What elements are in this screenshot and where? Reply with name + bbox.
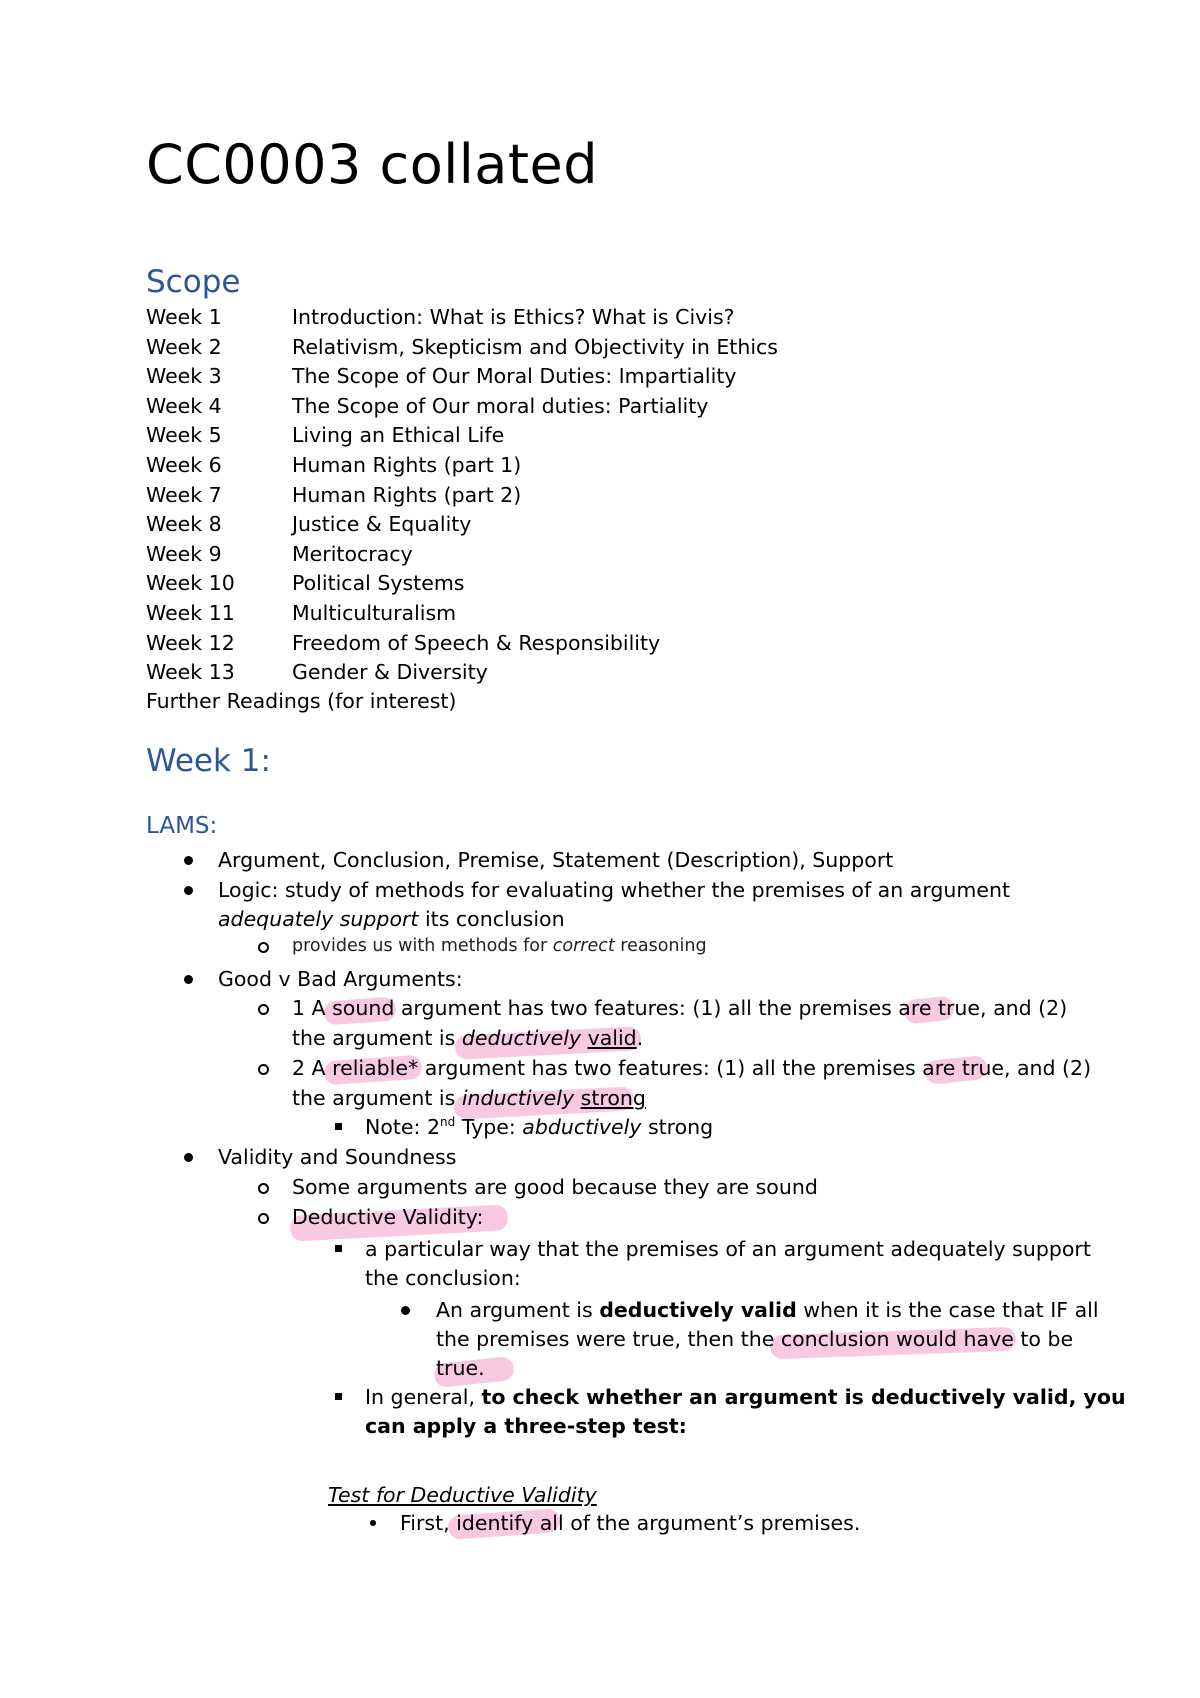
bullet-circle (258, 1183, 269, 1194)
week-topic: Meritocracy (292, 541, 413, 566)
scope-list (146, 303, 1146, 688)
text-run: argument has two features: (1) all the premises are (418, 1056, 962, 1080)
week-topic: Justice & Equality (292, 512, 472, 537)
scope-row (146, 481, 1146, 511)
sub-sub-item-general (365, 1387, 1126, 1408)
scope-row (146, 421, 1146, 451)
bullet-circle (258, 1004, 269, 1015)
week-label: Week 4 (146, 393, 222, 418)
week-label: Week 13 (146, 660, 235, 685)
week-topic: Multiculturalism (292, 600, 457, 625)
text-run: An argument is (436, 1298, 600, 1322)
sub-sub-item-particular: a particular way that the premises of an argument adequately support (365, 1237, 1091, 1261)
sub-sub-item-particular-cont: the conclusion: (365, 1266, 521, 1290)
text-run: , and (2) (1003, 1056, 1092, 1080)
bold-text: can apply a three-step test: (365, 1414, 687, 1438)
sub-item-reasoning (292, 938, 707, 956)
week-topic: Human Rights (part 1) (292, 452, 522, 477)
text-run: 2 A (292, 1056, 333, 1080)
week-label: Week 11 (146, 600, 235, 625)
scope-row (146, 392, 1146, 422)
bullet-dot (184, 975, 193, 984)
week-label: Week 9 (146, 541, 222, 566)
text-run: Note: 2 (365, 1115, 440, 1139)
text-run: . (636, 1026, 644, 1050)
scope-row (146, 451, 1146, 481)
week-topic: Gender & Diversity (292, 660, 488, 685)
week-label: Week 6 (146, 452, 222, 477)
emphasis-text: deductively (461, 1026, 582, 1050)
bullet-dot (184, 1153, 193, 1162)
bullet-circle (258, 942, 269, 953)
list-item-terms: Argument, Conclusion, Premise, Statement (Description), Support (218, 848, 894, 872)
week-label: Week 8 (146, 512, 222, 537)
sub-item-reliable (292, 1058, 1091, 1079)
text-run: the argument is (292, 1026, 462, 1050)
bullet-circle (258, 1064, 269, 1075)
scope-row (146, 569, 1146, 599)
week-topic: Introduction: What is Ethics? What is Civis? (292, 305, 735, 329)
week-label: Week 10 (146, 571, 235, 596)
superscript: nd (440, 1115, 456, 1130)
scope-row (146, 599, 1146, 629)
bullet-square (335, 1393, 342, 1400)
text-run: argument has two features: (1) all the premises are (394, 996, 938, 1020)
text-run: strong (641, 1115, 714, 1139)
week-topic: The Scope of Our moral duties: Partiality (292, 393, 709, 418)
underlined-text: valid (587, 1026, 637, 1050)
sub-item-deductive-validity: Deductive Validity: (292, 1205, 484, 1229)
scope-row (146, 362, 1146, 392)
sub-item-some-args: Some arguments are good because they are sound (292, 1175, 818, 1199)
scope-row (146, 629, 1146, 659)
week-topic: Political Systems (292, 571, 465, 596)
bullet-square (335, 1245, 342, 1252)
text-run: In general, (365, 1385, 482, 1409)
text-run: when it is the case that IF all (796, 1298, 1099, 1322)
week-topic: Relativism, Skepticism and Objectivity in Ethics (292, 334, 778, 359)
text-run: sound (332, 996, 395, 1020)
scope-row (146, 303, 1146, 333)
step-first: First, identify all of the argument’s premises. (400, 1511, 861, 1535)
underlined-text: strong (580, 1086, 646, 1110)
week-label: Week 3 (146, 364, 222, 389)
text-run: the argument is (292, 1086, 462, 1110)
week1-heading: Week 1: (146, 743, 271, 779)
scope-row (146, 658, 1146, 688)
week-topic: Living an Ethical Life (292, 423, 505, 448)
week-topic: Human Rights (part 2) (292, 482, 522, 507)
emphasis-text: adequately support (218, 907, 419, 931)
sub-item-reliable-cont (292, 1088, 646, 1109)
bullet-dot (184, 886, 193, 895)
week-label: Week 7 (146, 482, 222, 507)
week-label: Week 1 (146, 305, 222, 329)
deep-item-valid (436, 1300, 1099, 1321)
document-title: CC0003 collated (146, 133, 598, 196)
week-label: Week 5 (146, 423, 222, 448)
scope-heading: Scope (146, 264, 241, 300)
further-readings: Further Readings (for interest) (146, 689, 457, 713)
text-run: its conclusion (418, 907, 565, 931)
text-run: reliable* (332, 1056, 419, 1080)
sub-item-sound (292, 998, 1067, 1019)
underlined-text: Test for Deductive Validity (328, 1483, 597, 1507)
emphasis-text: correct (552, 936, 615, 956)
emphasis-text: abductively (522, 1115, 642, 1139)
list-item-logic: Logic: study of methods for evaluating whether the premises of an argument (218, 878, 1011, 902)
scope-row (146, 510, 1146, 540)
week-topic: Freedom of Speech & Responsibility (292, 630, 661, 655)
text-run: 1 A (292, 996, 333, 1020)
deep-item-valid-cont2: true. (436, 1356, 485, 1380)
scope-row (146, 540, 1146, 570)
bold-text: deductively valid (599, 1298, 797, 1322)
text-run: reasoning (614, 936, 707, 956)
sub-sub-item-note (365, 1117, 713, 1138)
text-run: Type: (455, 1115, 523, 1139)
bullet-dot (184, 856, 193, 865)
test-heading (328, 1485, 597, 1506)
text-run: true (937, 996, 981, 1020)
sub-item-sound-cont (292, 1028, 643, 1049)
bold-text: to check whether an argument is deductively valid, you (481, 1385, 1126, 1409)
text-run: true (961, 1056, 1004, 1080)
week-label: Week 12 (146, 630, 235, 655)
bullet-circle (258, 1213, 269, 1224)
scope-row (146, 333, 1146, 363)
bullet-dot (370, 1520, 376, 1526)
week-topic: The Scope of Our Moral Duties: Impartiality (292, 364, 737, 389)
list-item-logic-cont (218, 909, 565, 930)
list-item-good-bad: Good v Bad Arguments: (218, 967, 463, 991)
bullet-square (335, 1123, 342, 1130)
text-run: provides us with methods for (292, 936, 553, 956)
bullet-dot (401, 1306, 410, 1315)
list-item-validity: Validity and Soundness (218, 1145, 457, 1169)
emphasis-text: inductively (461, 1086, 575, 1110)
text-run: , and (2) (980, 996, 1068, 1020)
sub-sub-item-general-cont (365, 1416, 687, 1437)
deep-item-valid-cont: the premises were true, then the conclusion would have to be (436, 1327, 1074, 1351)
week-label: Week 2 (146, 334, 222, 359)
lams-heading: LAMS: (146, 813, 218, 839)
